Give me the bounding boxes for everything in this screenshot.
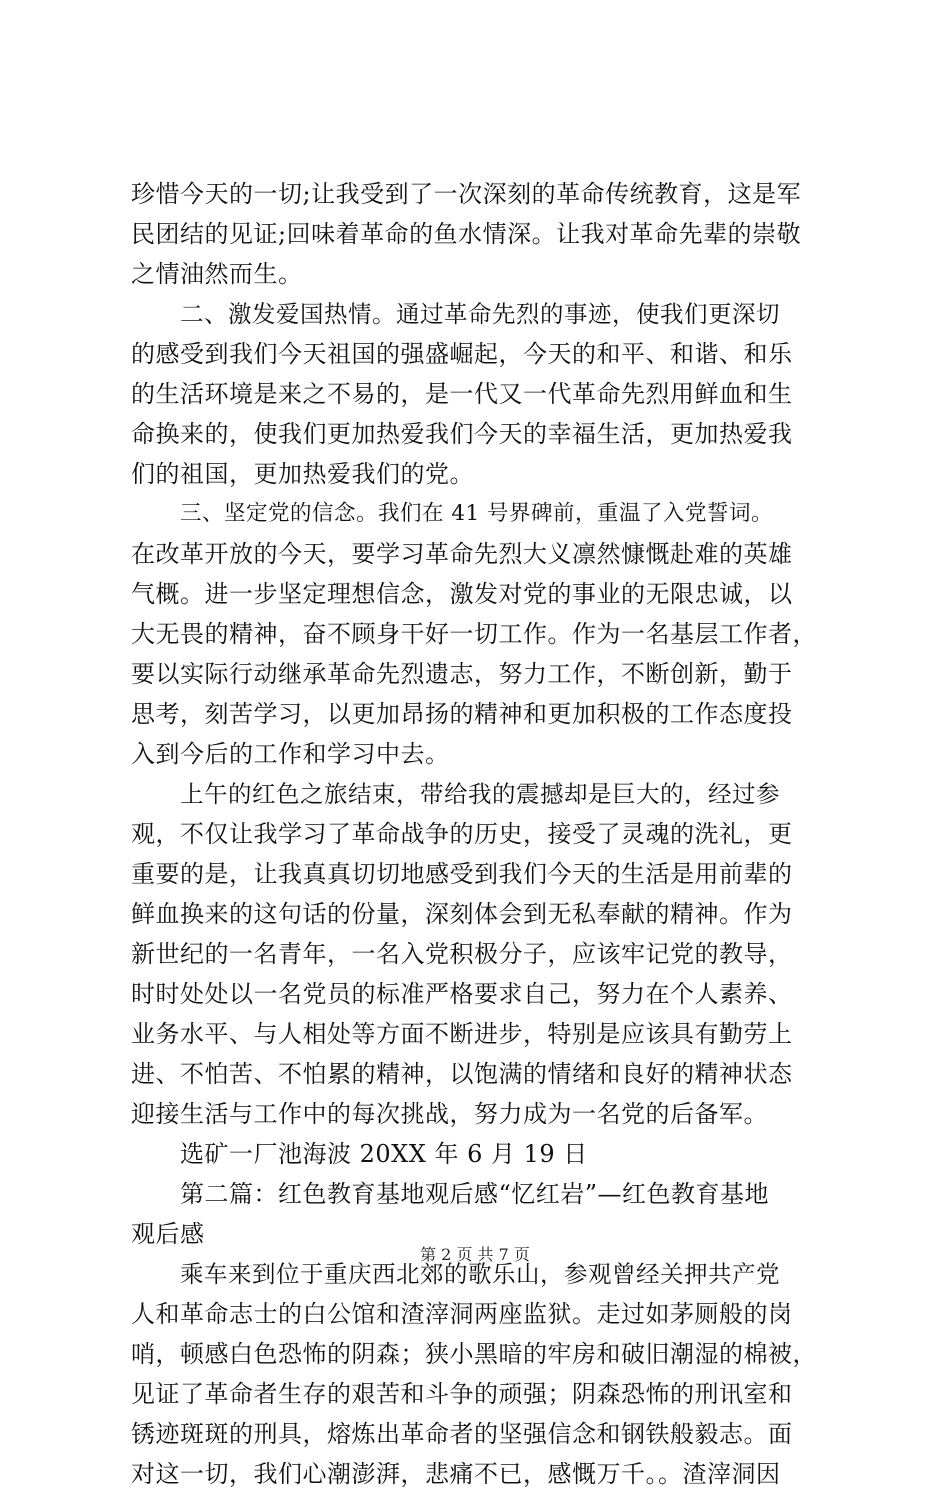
text-line: 们的祖国，更加热爱我们的党。 — [131, 460, 474, 488]
text-line: 哨，顿感白色恐怖的阴森；狭小黑暗的牢房和破旧潮湿的棉被， — [131, 1340, 817, 1368]
text-line: 对这一切，我们心潮澎湃，悲痛不已，感慨万千。。渣滓洞因 — [131, 1460, 781, 1488]
section-title-line: 观后感 — [131, 1220, 205, 1248]
page-footer: 第 2 页 共 7 页 — [420, 1245, 530, 1264]
document-body — [131, 174, 831, 1494]
text-line: 锈迹斑斑的刑具，熔炼出革命者的坚强信念和钢铁般毅志。面 — [131, 1420, 793, 1448]
text-line: 气概。进一步坚定理想信念，激发对党的事业的无限忠诚，以 — [131, 580, 793, 608]
text-line: 入到今后的工作和学习中去。 — [131, 740, 450, 768]
text-line: 命换来的，使我们更加热爱我们今天的幸福生活，更加热爱我 — [131, 420, 793, 448]
text-line: 重要的是，让我真真切切地感受到我们今天的生活是用前辈的 — [131, 860, 793, 888]
text-line: 进、不怕苦、不怕累的精神，以饱满的情绪和良好的精神状态 — [131, 1060, 793, 1088]
text-line: 要以实际行动继承革命先烈遗志，努力工作，不断创新，勤于 — [131, 660, 793, 688]
section-title-line: 第二篇：红色教育基地观后感“忆红岩”—红色教育基地 — [180, 1180, 770, 1208]
text-line: 民团结的见证;回味着革命的鱼水情深。让我对革命先辈的崇敬 — [131, 220, 802, 248]
text-line: 的感受到我们今天祖国的强盛崛起，今天的和平、和谐、和乐 — [131, 340, 793, 368]
text-line: 思考，刻苦学习，以更加昂扬的精神和更加积极的工作态度投 — [131, 700, 793, 728]
paragraph-first-line: 乘车来到位于重庆西北郊的歌乐山，参观曾经关押共产党 — [180, 1260, 780, 1288]
text-line: 见证了革命者生存的艰苦和斗争的顽强；阴森恐怖的刑讯室和 — [131, 1380, 793, 1408]
text-line: 在改革开放的今天，要学习革命先烈大义凛然慷慨赴难的英雄 — [131, 540, 793, 568]
text-line: 的生活环境是来之不易的，是一代又一代革命先烈用鲜血和生 — [131, 380, 793, 408]
text-line: 业务水平、与人相处等方面不断进步，特别是应该具有勤劳上 — [131, 1020, 793, 1048]
text-line: 时时处处以一名党员的标准严格要求自己，努力在个人素养、 — [131, 980, 793, 1008]
paragraph-first-line: 上午的红色之旅结束，带给我的震撼却是巨大的，经过参 — [180, 780, 780, 808]
text-line: 人和革命志士的白公馆和渣滓洞两座监狱。走过如茅厕般的岗 — [131, 1300, 793, 1328]
paragraph-heading-line: 二、激发爱国热情。通过革命先烈的事迹，使我们更深切 — [180, 300, 780, 328]
text-line: 迎接生活与工作中的每次挑战，努力成为一名党的后备军。 — [131, 1100, 768, 1128]
signature-line: 选矿一厂池海波 20XX 年 6 月 19 日 — [180, 1140, 588, 1168]
text-line: 观，不仅让我学习了革命战争的历史，接受了灵魂的洗礼，更 — [131, 820, 793, 848]
text-line: 大无畏的精神，奋不顾身干好一切工作。作为一名基层工作者， — [131, 620, 817, 648]
text-line: 珍惜今天的一切;让我受到了一次深刻的革命传统教育，这是军 — [131, 180, 802, 208]
text-line: 新世纪的一名青年，一名入党积极分子，应该牢记党的教导， — [131, 940, 793, 968]
text-line: 鲜血换来的这句话的份量，深刻体会到无私奉献的精神。作为 — [131, 900, 793, 928]
text-line: 之情油然而生。 — [131, 260, 303, 288]
paragraph-heading-line: 三、坚定党的信念。我们在 41 号界碑前，重温了入党誓词。 — [180, 501, 774, 526]
